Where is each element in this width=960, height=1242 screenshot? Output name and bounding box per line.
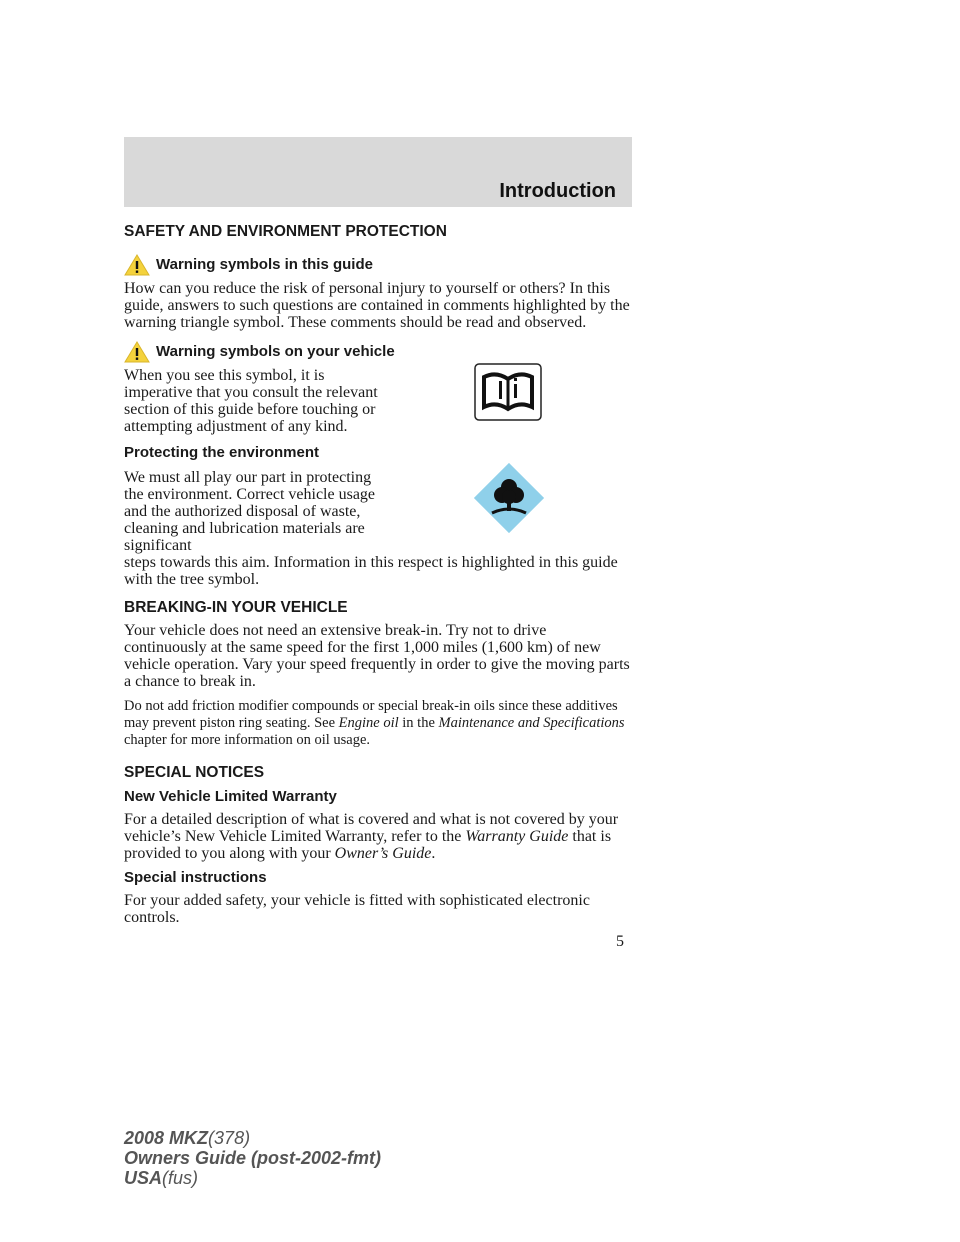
break-in-para2-text: chapter for more information on oil usage. bbox=[124, 732, 371, 748]
environment-text-a: We must all play our part in protecting the environment. Correct vehicle usage and the authorized disposal of waste, cleaning and lubrication materials are significant bbox=[124, 469, 376, 554]
section-header-band bbox=[124, 137, 632, 207]
warranty-text-part: . bbox=[431, 845, 436, 862]
page-number: 5 bbox=[616, 933, 624, 950]
break-in-para2-text: in the bbox=[402, 715, 435, 731]
warranty-text bbox=[124, 811, 632, 862]
warranty-heading: New Vehicle Limited Warranty bbox=[124, 788, 337, 805]
warranty-guide-reference: Warranty Guide bbox=[465, 828, 569, 845]
vehicle-symbols-heading-row bbox=[124, 341, 632, 363]
guide-symbols-text: How can you reduce the risk of personal injury to yourself or others? In this guide, answers to such questions are contained in comments highlighted by the warning triangle symbol. These comments should be read and observed. bbox=[124, 280, 630, 331]
owner-manual-icon bbox=[474, 363, 542, 421]
environment-heading: Protecting the environment bbox=[124, 444, 320, 461]
special-instructions-heading: Special instructions bbox=[124, 869, 267, 886]
break-in-para2 bbox=[124, 698, 632, 749]
break-in-heading: BREAKING-IN YOUR VEHICLE bbox=[124, 599, 348, 616]
page-content bbox=[124, 220, 632, 926]
environment-text-b: steps towards this aim. Information in this respect is highlighted in this guide with the tree symbol. bbox=[124, 554, 618, 588]
warning-triangle-icon bbox=[124, 341, 150, 363]
footer-line-3 bbox=[124, 1168, 381, 1188]
owners-guide-reference: Owner’s Guide bbox=[334, 845, 432, 862]
guide-symbols-heading-row bbox=[124, 254, 632, 276]
footer-model: 2008 MKZ bbox=[124, 1128, 209, 1148]
footer-market: USA bbox=[124, 1168, 163, 1188]
environment-block bbox=[124, 469, 632, 554]
tree-icon bbox=[474, 463, 544, 533]
special-notices-heading: SPECIAL NOTICES bbox=[124, 764, 265, 781]
document-footer bbox=[124, 1128, 381, 1188]
footer-line-2: Owners Guide (post-2002-fmt) bbox=[124, 1148, 382, 1168]
break-in-para1: Your vehicle does not need an extensive break-in. Try not to drive continuously at the same speed for the first 1,000 miles (1,600 km) of new vehicle operation. Vary your speed frequently in order to give the moving parts a chance to break in. bbox=[124, 622, 630, 690]
footer-model-code: (378) bbox=[208, 1128, 251, 1148]
vehicle-symbols-heading: Warning symbols on your vehicle bbox=[156, 343, 395, 360]
warranty-text-part: For a detailed description of what is covered and what is not covered by your vehicle’s New Vehicle Limited Warranty, refer to the bbox=[124, 811, 619, 845]
warning-triangle-icon bbox=[124, 254, 150, 276]
break-in-para2-text: Do not add friction modifier compounds or special break-in oils since these additives may prevent piston ring seating. See bbox=[124, 698, 618, 731]
vehicle-symbols-text: When you see this symbol, it is imperative that you consult the relevant section of this guide before touching or attempting adjustment of any kind. bbox=[124, 367, 378, 435]
maintenance-reference: Maintenance and Specifications bbox=[438, 715, 625, 731]
warranty-text-part: that is provided to you along with your bbox=[124, 828, 612, 862]
section-title: Introduction bbox=[499, 180, 616, 202]
guide-symbols-heading: Warning symbols in this guide bbox=[156, 256, 373, 273]
footer-market-code: (fus) bbox=[162, 1168, 199, 1188]
vehicle-symbols-block bbox=[124, 367, 632, 435]
footer-line-1 bbox=[124, 1128, 381, 1148]
engine-oil-reference: Engine oil bbox=[338, 715, 399, 731]
special-instructions-text: For your added safety, your vehicle is fitted with sophisticated electronic controls. bbox=[124, 892, 590, 926]
safety-heading: SAFETY AND ENVIRONMENT PROTECTION bbox=[124, 223, 447, 240]
